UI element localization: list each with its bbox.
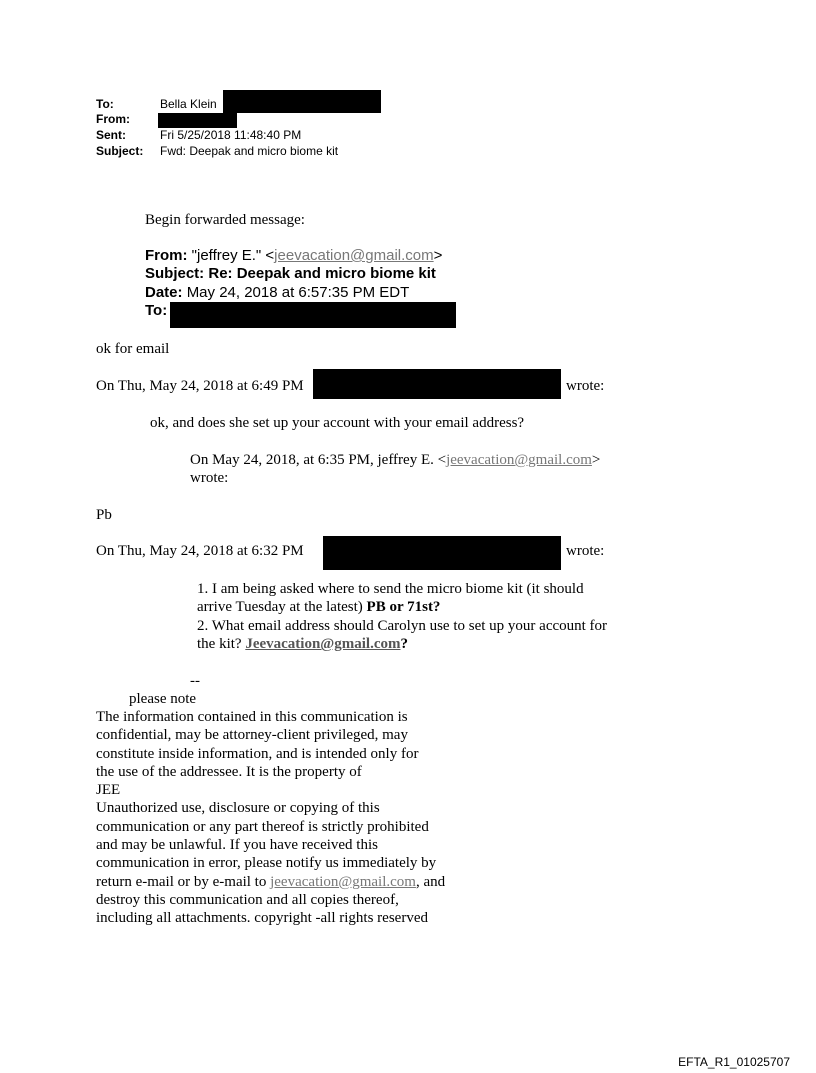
fwd-subject-line — [145, 265, 436, 283]
disclaimer-line: destroy this communication and all copies thereof, — [96, 891, 399, 908]
document-id: EFTA_R1_01025707 — [678, 1055, 790, 1069]
redaction-quote3 — [323, 536, 561, 570]
disclaimer-line: communication or any part thereof is strictly prohibited — [96, 818, 429, 835]
disclaimer-line: The information contained in this communication is — [96, 709, 408, 725]
to-value: Bella Klein — [160, 97, 217, 111]
item2-line2-prefix: the kit? — [197, 636, 242, 652]
fwd-from-line — [145, 247, 442, 265]
quote2-wrote: wrote: — [190, 470, 229, 486]
fwd-to-line — [145, 302, 167, 320]
item1-line1: 1. I am being asked where to send the micro biome kit (it should — [197, 581, 584, 597]
fwd-from-email-link[interactable]: jeevacation@gmail.com — [274, 247, 434, 264]
subject-label: Subject: — [96, 144, 144, 158]
disclaimer-suffix: , and — [415, 873, 446, 890]
sent-label: Sent: — [96, 128, 126, 142]
redaction-fwd-to — [170, 302, 456, 328]
disclaimer-line: the use of the addressee. It is the property of — [96, 763, 362, 780]
signature-dashes: -- — [190, 673, 200, 689]
disclaimer-prefix: return e-mail or by e-mail to — [96, 873, 267, 890]
quote1-wrote: wrote: — [566, 378, 605, 394]
item1-line2-prefix: arrive Tuesday at the latest) — [197, 599, 363, 615]
fwd-from-label: From: — [145, 247, 188, 264]
redaction-quote1 — [313, 369, 561, 399]
reply-pb: Pb — [96, 507, 112, 523]
redaction-from — [158, 113, 237, 128]
quote2-suffix: > — [591, 452, 601, 468]
reply-ok-for-email: ok for email — [96, 341, 170, 357]
item2-email-link[interactable]: Jeevacation@gmail.com — [245, 636, 401, 652]
fwd-date-line — [145, 284, 409, 302]
item1-line2 — [197, 598, 440, 616]
fwd-to-label: To: — [145, 302, 168, 319]
disclaimer-line: confidential, may be attorney-client privileged, may — [96, 727, 408, 744]
confidentiality-disclaimer — [96, 708, 516, 928]
fwd-date-label: Date: — [145, 284, 183, 301]
fwd-date-value: May 24, 2018 at 6:57:35 PM EDT — [186, 284, 410, 301]
quote2-line1 — [190, 451, 600, 469]
disclaimer-line: JEE — [96, 782, 121, 799]
subject-value: Fwd: Deepak and micro biome kit — [160, 144, 339, 158]
item2-line2 — [197, 635, 408, 653]
quote3-wrote: wrote: — [566, 543, 605, 559]
redaction-to — [223, 90, 381, 113]
disclaimer-line: communication in error, please notify us immediately by — [96, 855, 437, 872]
disclaimer-line-with-email — [96, 873, 516, 891]
item2-line1: 2. What email address should Carolyn use to set up your account for — [197, 618, 608, 634]
signature-note: please note — [129, 691, 197, 707]
to-label: To: — [96, 97, 114, 111]
quote1-intro: On Thu, May 24, 2018 at 6:49 PM — [96, 378, 304, 394]
disclaimer-line: including all attachments. copyright -all rights reserved — [96, 910, 428, 927]
item2-qmark: ? — [400, 636, 408, 652]
sent-value: Fri 5/25/2018 11:48:40 PM — [160, 128, 302, 142]
disclaimer-line: constitute inside information, and is intended only for — [96, 745, 419, 762]
quote3-intro: On Thu, May 24, 2018 at 6:32 PM — [96, 543, 304, 559]
disclaimer-line: and may be unlawful. If you have received this — [96, 837, 378, 854]
quote2-email-link[interactable]: jeevacation@gmail.com — [446, 452, 592, 468]
fwd-from-name: "jeffrey E." < — [191, 247, 275, 264]
item1-line2-bold: PB or 71st? — [366, 599, 441, 615]
disclaimer-line: Unauthorized use, disclosure or copying of this — [96, 800, 380, 817]
fwd-from-close: > — [433, 247, 443, 264]
fwd-subject-value: Re: Deepak and micro biome kit — [208, 265, 436, 282]
quote2-prefix: On May 24, 2018, at 6:35 PM, jeffrey E. < — [190, 452, 447, 468]
forward-intro: Begin forwarded message: — [145, 212, 305, 228]
disclaimer-email-link[interactable]: jeevacation@gmail.com — [270, 873, 416, 890]
from-label: From: — [96, 112, 130, 126]
quote1-text: ok, and does she set up your account with your email address? — [150, 415, 525, 431]
fwd-subject-label: Subject: — [145, 265, 205, 282]
